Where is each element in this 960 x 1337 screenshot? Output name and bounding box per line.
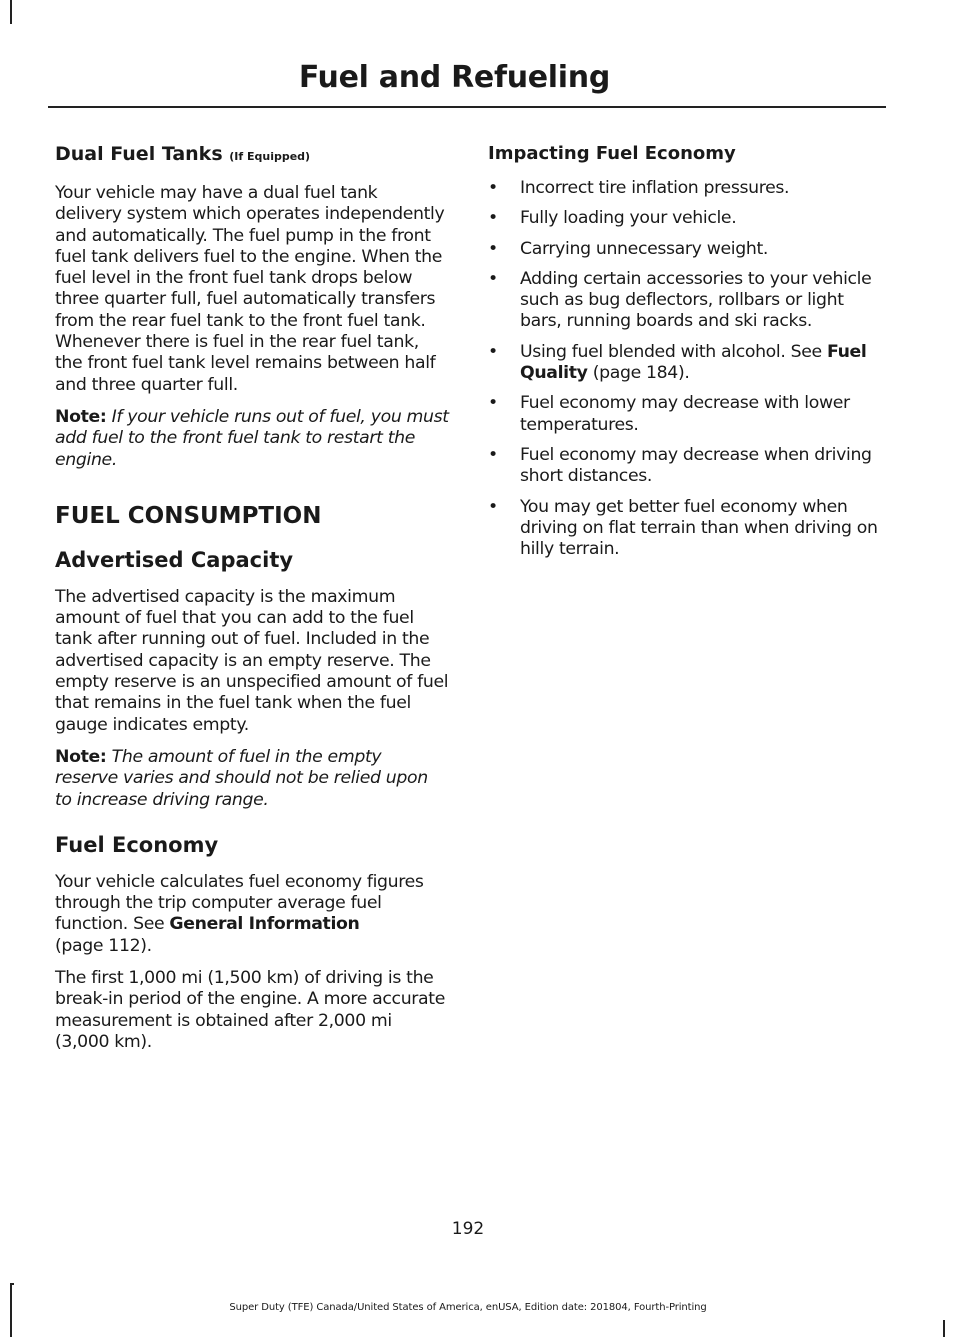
- crop-mark-top-left: [10, 0, 12, 24]
- note-run-out-of-fuel: [55, 407, 449, 471]
- general-information-link[interactable]: General Information: [169, 914, 360, 935]
- note-empty-reserve: [55, 747, 449, 811]
- list-item: [488, 445, 886, 488]
- fuel-consumption-heading: FUEL CONSUMPTION: [55, 502, 322, 529]
- list-item-text: You may get better fuel economy when driving on flat terrain than when driving on hilly terrain.: [520, 496, 878, 560]
- advertised-capacity-heading: Advertised Capacity: [55, 547, 294, 572]
- bullet-icon: •: [488, 208, 498, 229]
- list-item-text: Adding certain accessories to your vehicle such as bug deflectors, rollbars or light bars, running boards and ski racks.: [520, 268, 872, 332]
- list-item: [488, 269, 886, 333]
- impacting-factors-list: [488, 178, 886, 560]
- bullet-icon: •: [488, 444, 498, 465]
- bullet-icon: •: [488, 341, 498, 362]
- note-label: Note:: [55, 406, 107, 427]
- bullet-icon: •: [488, 268, 498, 289]
- advertised-capacity-paragraph: The advertised capacity is the maximum amount of fuel that you can add to the fuel tank after running out of fuel. Included in the advertised capacity is an empty reserve. The empty reserve is an unspecified amount of fuel that remains in the fuel tank when the fuel gauge indicates empty.: [55, 586, 449, 735]
- list-item-text: Fully loading your vehicle.: [520, 208, 737, 229]
- list-item: [488, 178, 886, 199]
- crop-mark-bottom-right: [943, 1320, 945, 1337]
- page-number: 192: [451, 1219, 485, 1239]
- right-column: [488, 142, 886, 569]
- fuel-economy-heading: Fuel Economy: [55, 832, 219, 857]
- header-rule: [48, 106, 886, 108]
- list-item: [488, 497, 886, 561]
- note-text: The amount of fuel in the empty reserve varies and should not be relied upon to increase driving range.: [55, 746, 428, 810]
- fuel-economy-page-ref: (page 112).: [55, 935, 152, 956]
- list-item-text: Carrying unnecessary weight.: [520, 238, 769, 259]
- list-item: [488, 342, 886, 385]
- note-text: If your vehicle runs out of fuel, you must add fuel to the front fuel tank to restart the engine.: [55, 406, 449, 470]
- list-item-text: Fuel economy may decrease with lower temperatures.: [520, 393, 850, 435]
- list-item: [488, 393, 886, 436]
- list-item: [488, 239, 886, 260]
- page-header-title: Fuel and Refueling: [298, 60, 610, 95]
- list-item-text: Using fuel blended with alcohol. See: [520, 341, 827, 362]
- break-in-paragraph: The first 1,000 mi (1,500 km) of driving is the break-in period of the engine. A more accurate measurement is obtained after 2,000 mi (3,000 km).: [55, 968, 446, 1052]
- bullet-icon: •: [488, 496, 498, 517]
- fuel-economy-paragraph: [55, 872, 449, 957]
- impacting-fuel-economy-heading: Impacting Fuel Economy: [488, 143, 736, 164]
- crop-mark-bottom-left-h: [10, 1283, 14, 1285]
- note-label: Note:: [55, 746, 107, 767]
- dual-fuel-tanks-heading-text: Dual Fuel Tanks: [55, 143, 223, 165]
- list-item-page-ref: (page 184).: [587, 363, 690, 384]
- bullet-icon: •: [488, 178, 498, 198]
- list-item-text: Fuel economy may decrease when driving short distances.: [520, 444, 872, 487]
- left-column: [55, 142, 449, 1064]
- bullet-icon: •: [488, 238, 498, 259]
- bullet-icon: •: [488, 393, 498, 414]
- list-item: [488, 208, 886, 229]
- fuel-economy-text: Your vehicle calculates fuel economy figures through the trip computer average fuel function. See: [55, 871, 424, 935]
- fuel-quality-link[interactable]: Fuel Quality: [520, 341, 867, 384]
- edition-footer: Super Duty (TFE) Canada/United States of America, enUSA, Edition date: 201804, Fourth-Printing: [229, 1302, 707, 1313]
- list-item-text: Incorrect tire inflation pressures.: [520, 178, 790, 198]
- dual-fuel-tanks-heading: [55, 142, 449, 169]
- dual-fuel-tanks-paragraph: Your vehicle may have a dual fuel tank delivery system which operates independently and automatically. The fuel pump in the front fuel tank delivers fuel to the engine. When the fuel level in the front fuel tank drops below three quarter full, fuel automatically transfers from the rear fuel tank to the front fuel tank. Whenever there is fuel in the rear fuel tank, the front fuel tank level remains between half and three quarter full.: [55, 183, 445, 395]
- dual-fuel-tanks-heading-suffix: (If Equipped): [229, 150, 311, 163]
